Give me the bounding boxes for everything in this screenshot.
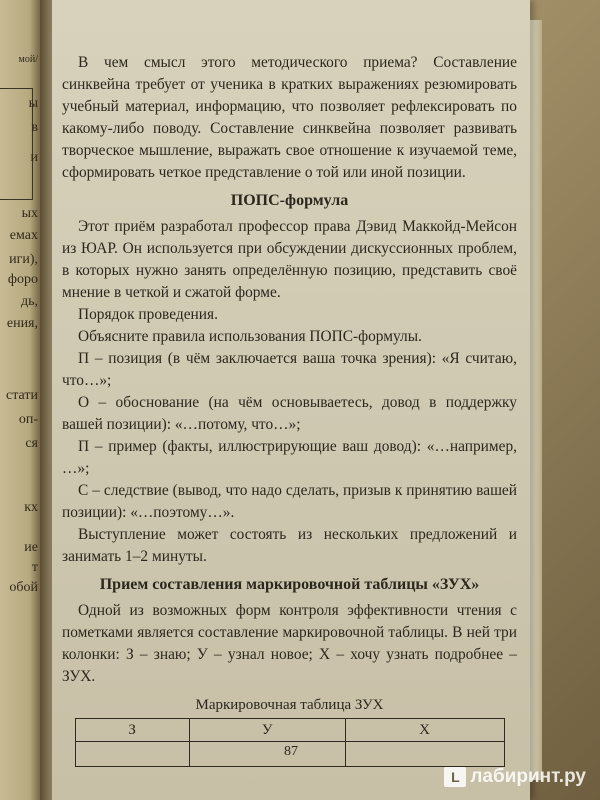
left-fragment: ения, <box>6 316 38 331</box>
popc-paragraph: П – пример (факты, иллюстрирующие ваш довод): «…например, …»; <box>62 438 517 477</box>
zux-paragraph: Одной из возможных форм контроля эффективности чтения с пометками является составление маркировочной таблицы. В ней три колонки: З – знаю; У – узнал новое; Х – хочу узнать подробнее – ЗУХ. <box>62 602 517 685</box>
page-text <box>62 52 517 767</box>
popc-heading: ПОПС-формула <box>230 192 349 209</box>
left-fragment: ы <box>28 96 38 111</box>
left-fragment: ых <box>21 206 38 221</box>
table-header-row <box>75 719 504 742</box>
left-fragment: в <box>31 120 38 135</box>
zux-table-caption: Маркировочная таблица ЗУХ <box>195 697 384 713</box>
intro-paragraph: В чем смысл этого методического приема? Составление синквейна требует от ученика в кратких выражениях резюмировать учебный материал, информацию, что позволяет рефлексировать по какому-либо поводу. Составление синквейна позволяет развивать творческое мышление, выражать свое отношение к изучаемой теме, сформировать четкое представление о той или иной позиции. <box>62 54 517 181</box>
table-header-cell: З <box>75 719 189 742</box>
previous-page-edge <box>0 0 42 800</box>
page-stack-edge <box>528 20 542 780</box>
table-header-cell: У <box>189 719 345 742</box>
popc-paragraph: Объясните правила использования ПОПС-формулы. <box>78 328 422 345</box>
popc-paragraph: Выступление может состоять из нескольких предложений и занимать 1–2 минуты. <box>62 526 517 565</box>
popc-paragraph: Порядок проведения. <box>78 306 218 323</box>
watermark-text: лабиринт.ру <box>470 766 586 787</box>
labirint-logo-icon: L <box>444 767 466 787</box>
left-fragment: мой/ <box>18 54 38 65</box>
left-fragment: оп- <box>18 412 38 427</box>
left-fragment: ие <box>24 540 38 555</box>
zux-heading: Прием составления маркировочной таблицы «ЗУХ» <box>99 576 480 593</box>
left-fragment: иги), <box>9 252 38 267</box>
popc-paragraph: О – обоснование (на чём основываетесь, довод в поддержку вашей позиции): «…потому, что…»; <box>62 394 517 433</box>
left-fragment: и <box>30 150 38 165</box>
left-fragment: кх <box>24 500 38 515</box>
book-page <box>52 0 530 800</box>
left-fragment: форо <box>7 272 38 287</box>
table-header-cell: Х <box>345 719 504 742</box>
left-fragment: обой <box>9 580 38 595</box>
left-fragment: емах <box>9 228 38 243</box>
popc-paragraph: П – позиция (в чём заключается ваша точка зрения): «Я считаю, что…»; <box>62 350 517 389</box>
left-fragment: т <box>31 560 38 575</box>
left-fragment: стати <box>6 388 38 403</box>
left-fragment: дь, <box>20 294 38 309</box>
popc-paragraph: С – следствие (вывод, что надо сделать, призыв к принятию вашей позиции): «…поэтому…». <box>62 482 517 521</box>
watermark <box>444 766 586 788</box>
popc-paragraph: Этот приём разработал профессор права Дэвид Маккойд-Мейсон из ЮАР. Он используется при обсуждении дискуссионных проблем, в которых нужно занять определённую позицию, представить своё мнение в четкой и сжатой форме. <box>62 218 517 301</box>
page-number: 87 <box>284 744 298 759</box>
left-fragment: ся <box>25 436 38 451</box>
